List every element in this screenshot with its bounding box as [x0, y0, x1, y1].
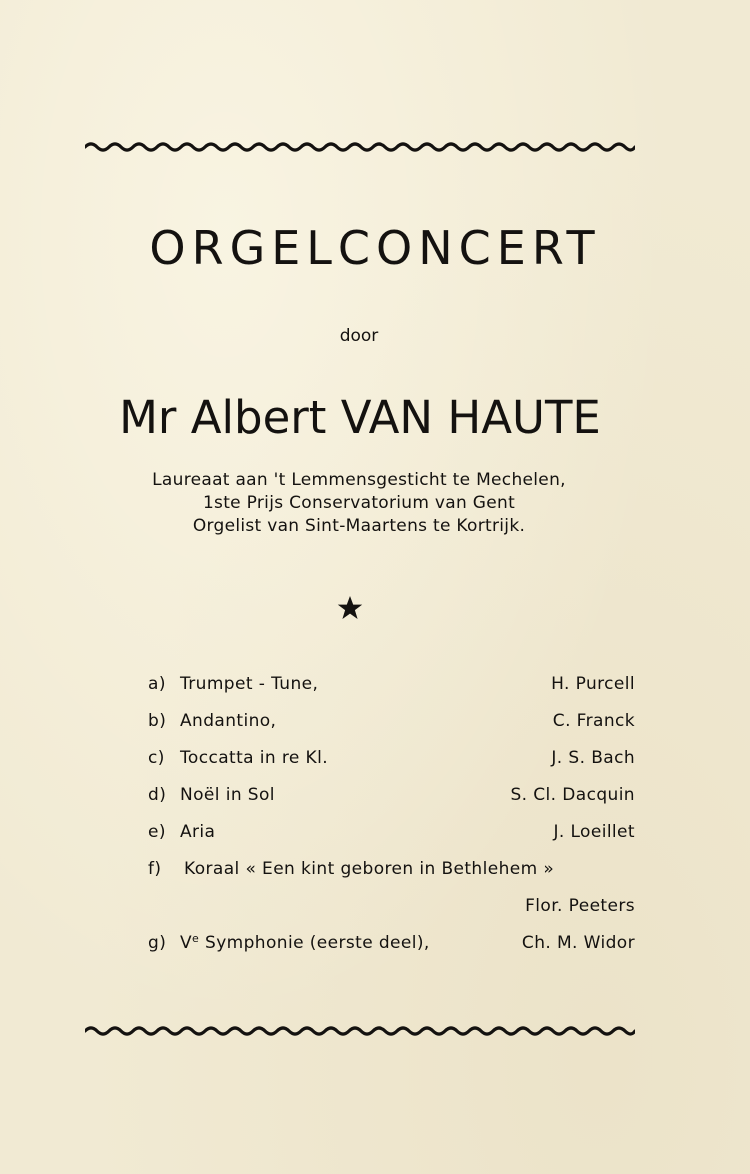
item-label: f) — [148, 859, 162, 879]
performer-name: Mr Albert VAN HAUTE — [119, 391, 601, 444]
program-item — [148, 930, 635, 967]
work-title-rest: Symphonie (eerste deel), — [199, 933, 430, 953]
composer-name: J. Loeillet — [553, 822, 635, 842]
composer-name: C. Franck — [552, 711, 635, 731]
credit-line: Laureaat aan 't Lemmensgesticht te Mechelen, — [152, 470, 566, 490]
item-label: e) — [148, 822, 166, 842]
work-title: Noël in Sol — [180, 785, 275, 805]
item-label: b) — [148, 711, 167, 731]
composer-name: Flor. Peeters — [525, 896, 635, 916]
work-title: Trumpet - Tune, — [180, 674, 319, 694]
program-item — [148, 782, 635, 819]
bottom-wavy-divider — [85, 1023, 635, 1039]
work-title: Koraal « Een kint geboren in Bethlehem » — [184, 859, 555, 879]
program-item — [148, 708, 635, 745]
performer-credits — [0, 469, 718, 538]
concert-title: ORGELCONCERT — [149, 221, 601, 275]
work-title: Aria — [180, 822, 216, 842]
item-label: d) — [148, 785, 167, 805]
program-item — [148, 856, 635, 893]
item-label: a) — [148, 674, 166, 694]
work-title — [180, 930, 430, 956]
program-list — [148, 671, 635, 967]
program-item — [148, 671, 635, 708]
composer-name: J. S. Bach — [551, 748, 635, 768]
work-title: Andantino, — [180, 711, 277, 731]
composer-name: Ch. M. Widor — [521, 933, 635, 953]
program-item — [148, 745, 635, 782]
program-item — [148, 819, 635, 856]
item-label: c) — [148, 748, 165, 768]
composer-name: H. Purcell — [551, 674, 635, 694]
top-wavy-divider — [85, 139, 635, 155]
credit-line: 1ste Prijs Conservatorium van Gent — [202, 493, 516, 513]
by-text: door — [339, 326, 379, 346]
item-label: g) — [148, 933, 167, 953]
work-title-prefix: V — [180, 933, 193, 953]
star-icon — [337, 595, 363, 621]
program-item — [148, 893, 635, 930]
ordinal-superscript: e — [192, 932, 200, 945]
composer-name: S. Cl. Dacquin — [510, 785, 635, 805]
credit-line: Orgelist van Sint-Maartens te Kortrijk. — [192, 516, 526, 536]
work-title: Toccatta in re Kl. — [180, 748, 329, 768]
